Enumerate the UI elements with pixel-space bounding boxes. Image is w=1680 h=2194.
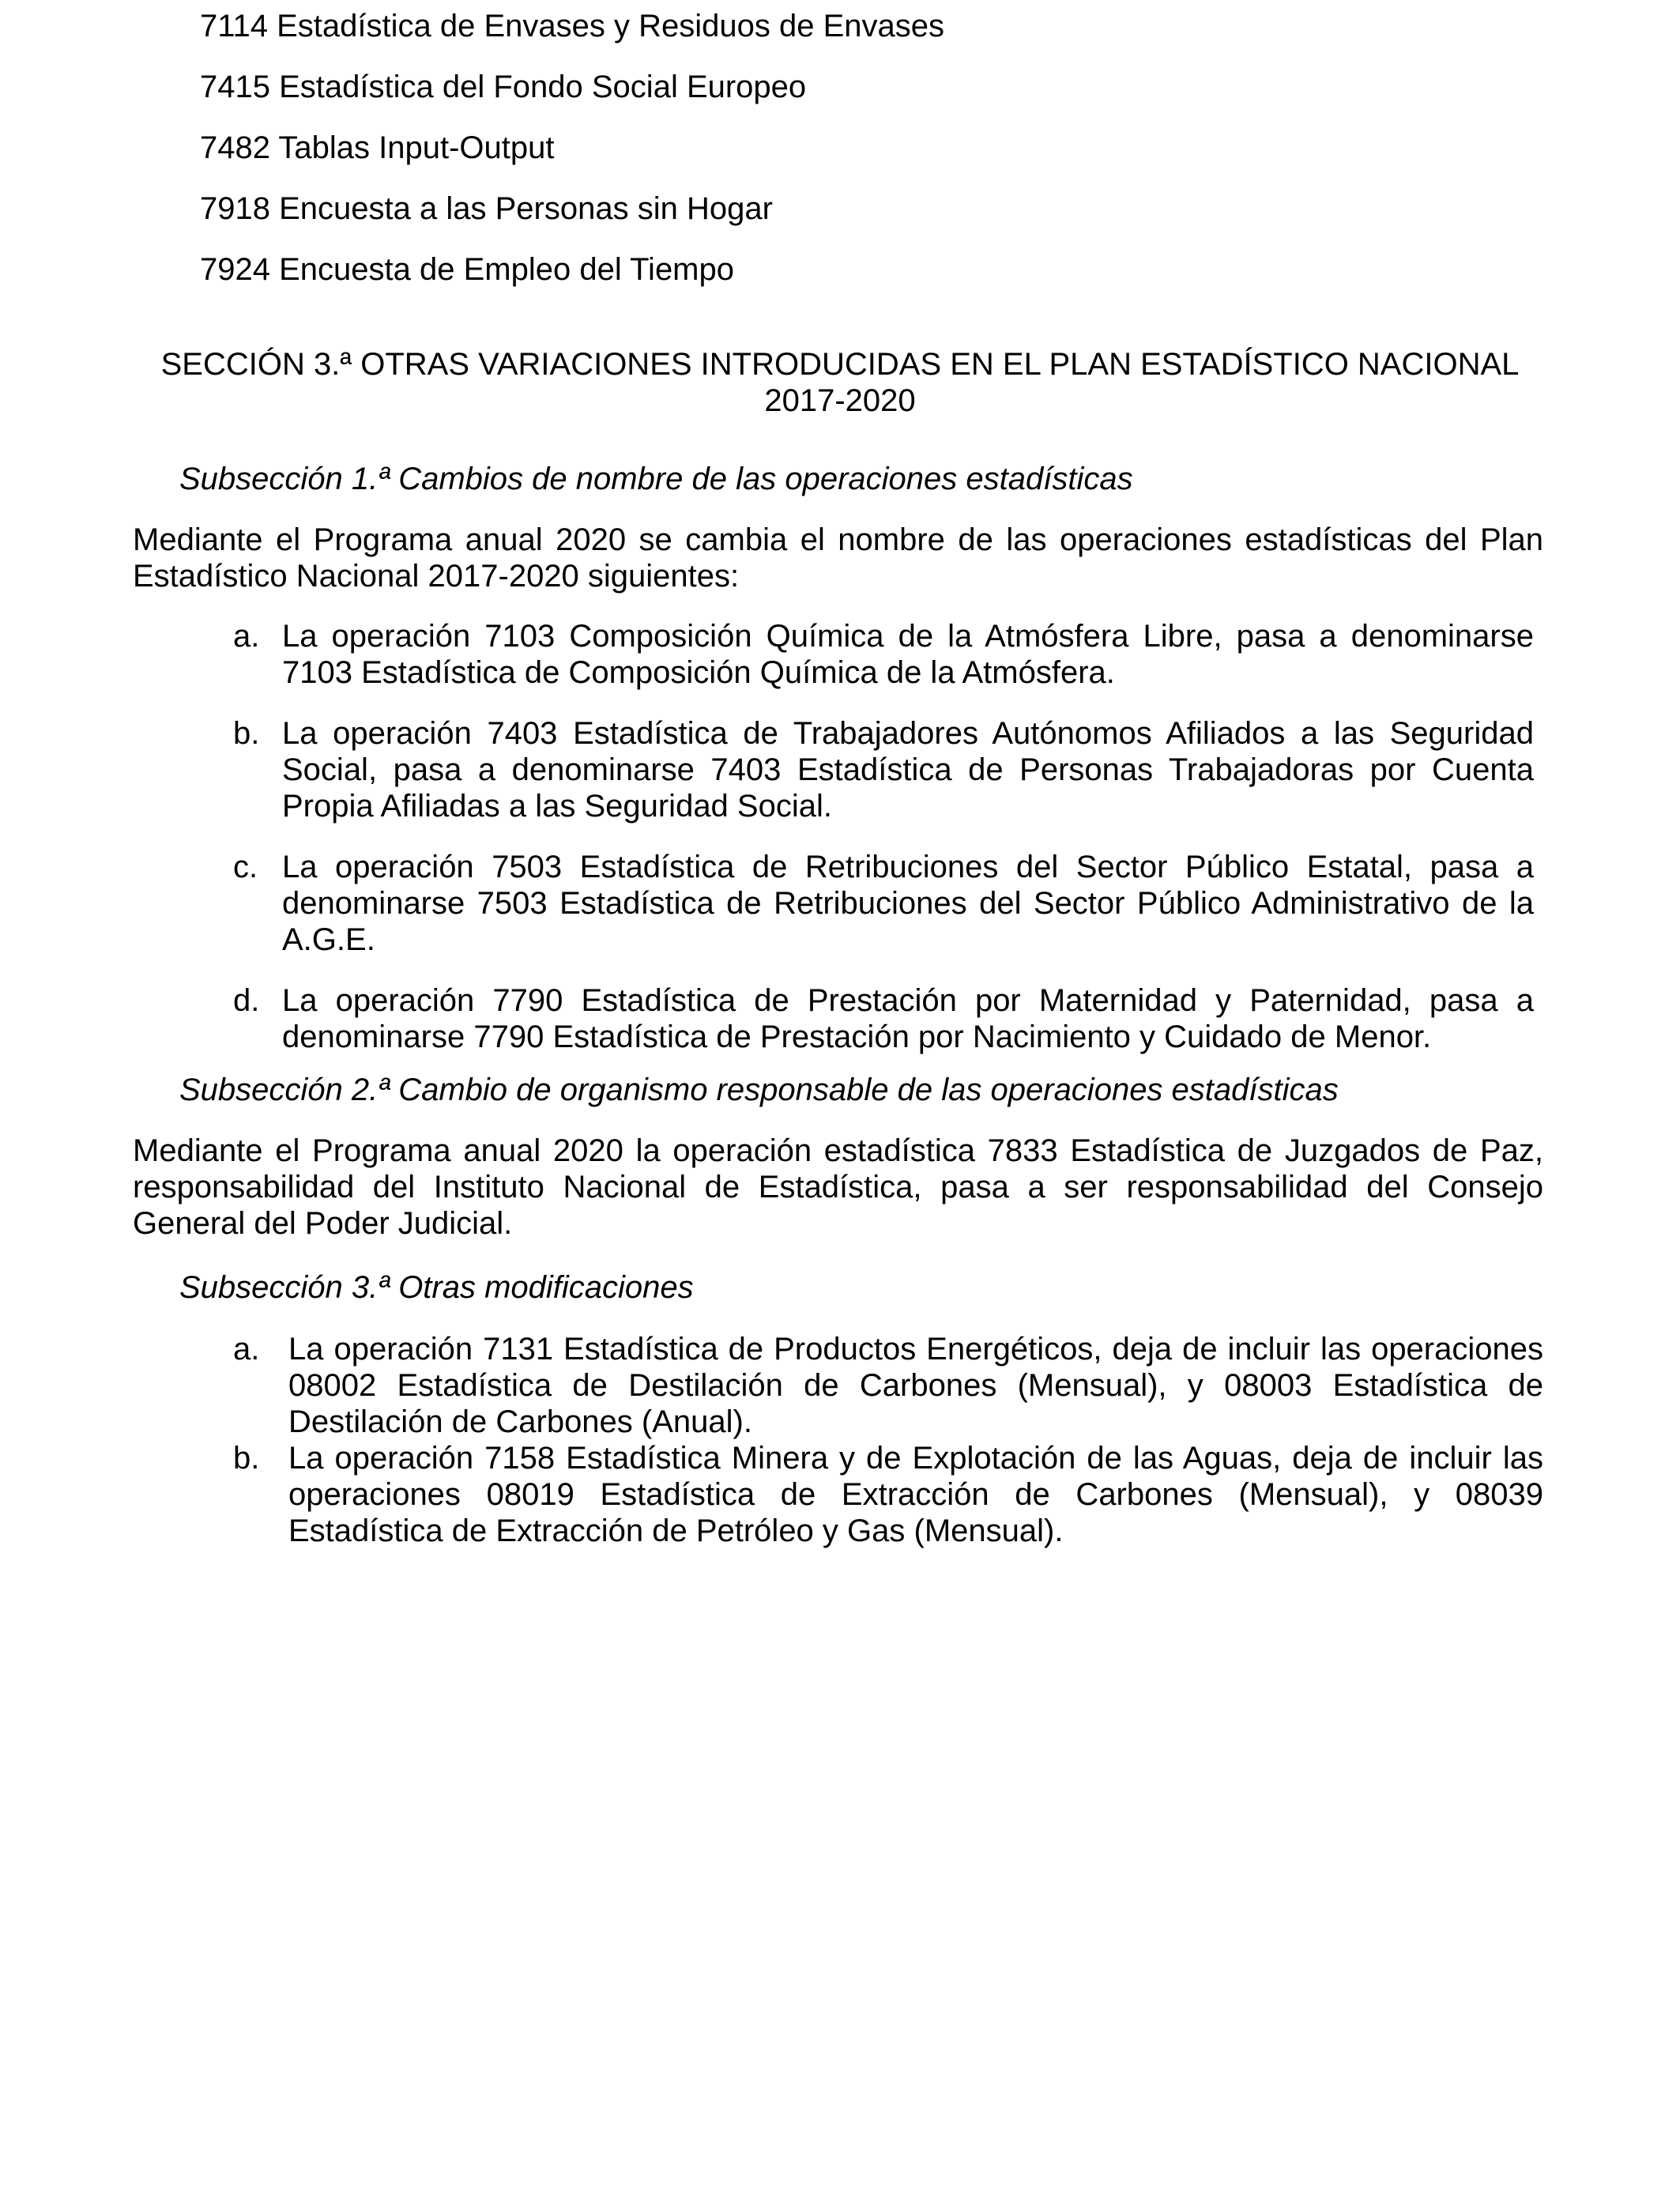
operation-item: 7114 Estadística de Envases y Residuos de Envases [200, 9, 945, 43]
subsection3-title: Subsección 3.ª Otras modificaciones [179, 1270, 694, 1305]
subsection2-title: Subsección 2.ª Cambio de organismo responsable de las operaciones estadísticas [179, 1072, 1339, 1107]
list-marker: a. [233, 1332, 260, 1367]
list-item-text: La operación 7103 Composición Química de la Atmósfera Libre, pasa a denominarse 7103 Estadística de Composición Química de la Atmósfera. [282, 619, 1534, 690]
list-item [233, 982, 1534, 1055]
section-title-line1: SECCIÓN 3.ª OTRAS VARIACIONES INTRODUCIDAS EN EL PLAN ESTADÍSTICO NACIONAL [160, 347, 1520, 382]
subsection3-list [233, 1331, 1543, 1549]
list-item [233, 715, 1534, 824]
operation-item: 7924 Encuesta de Empleo del Tiempo [200, 252, 734, 287]
list-marker: b. [233, 1441, 260, 1476]
operations-list [200, 6, 944, 311]
list-item-text: La operación 7158 Estadística Minera y de Explotación de las Aguas, deja de incluir las operaciones 08019 Estadística de Extracción de Carbones (Mensual), y 08039 Estadística de Extracción de Petróleo y Gas (Mensual). [288, 1441, 1543, 1548]
operation-item: 7415 Estadística del Fondo Social Europeo [200, 70, 807, 104]
list-item [233, 618, 1534, 691]
operation-item: 7918 Encuesta a las Personas sin Hogar [200, 191, 773, 226]
list-item-text: La operación 7403 Estadística de Trabajadores Autónomos Afiliados a las Seguridad Social, pasa a denominarse 7403 Estadística de Personas Trabajadoras por Cuenta Propia Afiliadas a las Seguridad Social. [282, 716, 1534, 824]
list-item [233, 1440, 1543, 1549]
subsection1-intro: Mediante el Programa anual 2020 se cambia el nombre de las operaciones estadísticas del Plan Estadístico Nacional 2017-2020 siguientes: [133, 522, 1543, 594]
list-item-text: La operación 7131 Estadística de Productos Energéticos, deja de incluir las operaciones 08002 Estadística de Destilación de Carbones (Mensual), y 08003 Estadística de Destilación de Carbones (Anual). [288, 1332, 1543, 1439]
operation-item: 7482 Tablas Input-Output [200, 130, 555, 165]
list-marker: b. [233, 716, 260, 751]
subsection1-list [233, 618, 1534, 1055]
list-item [233, 849, 1534, 958]
subsection2-text: Mediante el Programa anual 2020 la operación estadística 7833 Estadística de Juzgados de Paz, responsabilidad del Instituto Nacional de Estadística, pasa a ser responsabilidad del Consejo General del Poder Judicial. [133, 1133, 1543, 1241]
list-item [233, 1331, 1543, 1440]
list-marker: a. [233, 619, 260, 654]
list-marker: c. [233, 850, 258, 884]
section-heading [133, 346, 1547, 419]
subsection1-title: Subsección 1.ª Cambios de nombre de las operaciones estadísticas [179, 462, 1133, 496]
list-item-text: La operación 7790 Estadística de Prestación por Maternidad y Paternidad, pasa a denominarse 7790 Estadística de Prestación por Nacimiento y Cuidado de Menor. [282, 983, 1534, 1054]
section-title-line2: 2017-2020 [764, 383, 916, 418]
list-item-text: La operación 7503 Estadística de Retribuciones del Sector Público Estatal, pasa a denominarse 7503 Estadística de Retribuciones del Sector Público Administrativo de la A.G.E. [282, 850, 1534, 957]
list-marker: d. [233, 983, 260, 1018]
